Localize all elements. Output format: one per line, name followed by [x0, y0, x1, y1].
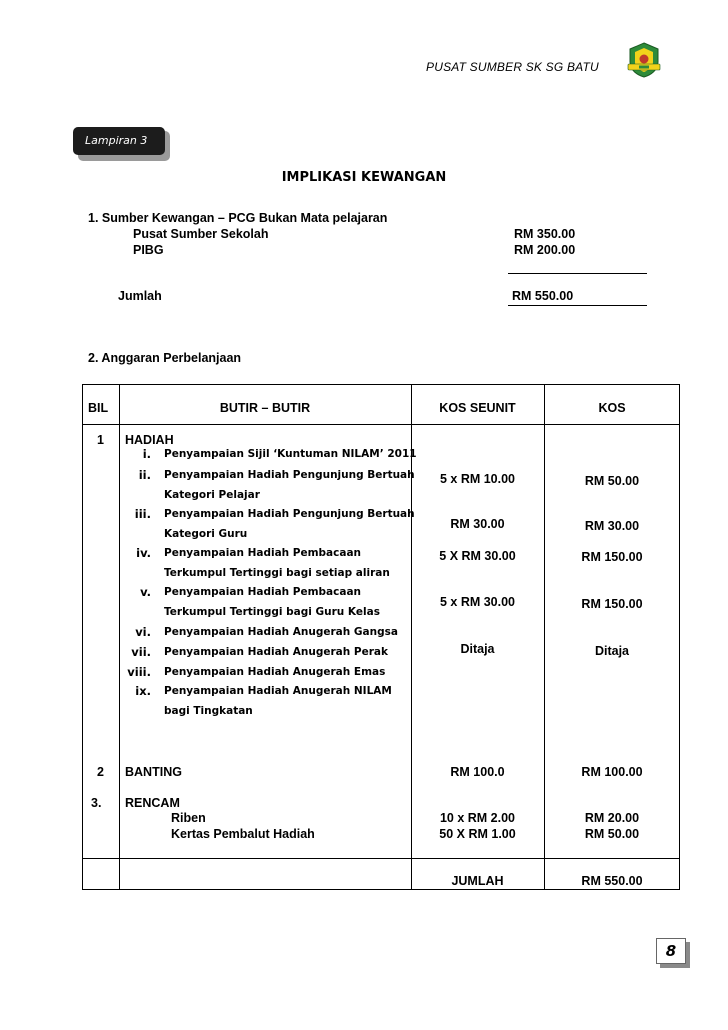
item-line: Penyampaian Hadiah Anugerah Perak	[164, 646, 388, 658]
item-number: iii.	[134, 507, 151, 521]
item-number: i.	[142, 447, 151, 461]
budget-table	[82, 384, 680, 890]
source-amount-pusat-sumber: RM 350.00	[514, 227, 576, 241]
row-title-hadiah: HADIAH	[125, 433, 174, 447]
total-rule	[508, 305, 647, 306]
row-title-rencam: RENCAM	[125, 796, 180, 810]
page-title: IMPLIKASI KEWANGAN	[281, 170, 447, 185]
item-line: Penyampaian Hadiah Anugerah Gangsa	[164, 626, 398, 638]
item-number: viii.	[127, 665, 151, 679]
item-number: vii.	[131, 645, 151, 659]
rencam-item-kos: RM 20.00	[584, 811, 640, 825]
item-line: Terkumpul Tertinggi bagi Guru Kelas	[164, 606, 380, 618]
jumlah-label: Jumlah	[118, 289, 162, 303]
rencam-item-unit: 10 x RM 2.00	[439, 811, 516, 825]
item-number: v.	[140, 585, 151, 599]
item-number: ii.	[138, 468, 151, 482]
item-line: Penyampaian Hadiah Pengunjung Bertuah	[164, 469, 415, 481]
item-line: Penyampaian Hadiah Pembacaan	[164, 586, 362, 598]
cost-total: RM 50.00	[584, 474, 640, 488]
cost-unit: Ditaja	[460, 642, 495, 656]
item-line: Terkumpul Tertinggi bagi setiap aliran	[164, 567, 390, 579]
row-title-banting: BANTING	[125, 765, 182, 779]
item-number: ix.	[135, 684, 151, 698]
table-total-label: JUMLAH	[451, 874, 504, 888]
header-kos: KOS	[598, 401, 626, 415]
total-row-divider	[83, 858, 679, 859]
cost-total: RM 30.00	[584, 519, 640, 533]
item-number: iv.	[136, 546, 151, 560]
item-line: Penyampaian Hadiah Pembacaan	[164, 547, 362, 559]
row-bil-rencam: 3.	[91, 796, 102, 810]
source-label-pusat-sumber: Pusat Sumber Sekolah	[133, 227, 269, 241]
cost-unit-banting: RM 100.0	[450, 765, 505, 779]
item-line: bagi Tingkatan	[164, 705, 253, 717]
cost-unit: 5 x RM 30.00	[439, 595, 516, 609]
cost-unit: 5 X RM 30.00	[439, 549, 516, 563]
cost-total: RM 150.00	[581, 550, 643, 564]
source-amount-pibg: RM 200.00	[514, 243, 576, 257]
cost-unit: 5 x RM 10.00	[439, 472, 516, 486]
item-line: Penyampaian Hadiah Pengunjung Bertuah	[164, 508, 415, 520]
item-number: vi.	[135, 625, 151, 639]
rencam-item-label: Riben	[171, 811, 206, 825]
lampiran-tag: Lampiran 3	[73, 127, 165, 155]
cost-total: Ditaja	[594, 644, 630, 658]
header-kos-seunit: KOS SEUNIT	[439, 401, 516, 415]
item-line: Penyampaian Sijil ‘Kuntuman NILAM’ 2011	[164, 448, 417, 460]
cost-total-banting: RM 100.00	[581, 765, 643, 779]
header-butir: BUTIR – BUTIR	[219, 401, 311, 415]
jumlah-amount: RM 550.00	[512, 289, 574, 303]
rencam-item-kos: RM 50.00	[584, 827, 640, 841]
section2-heading: 2. Anggaran Perbelanjaan	[88, 351, 242, 365]
rencam-item-label: Kertas Pembalut Hadiah	[171, 827, 315, 841]
page-number: 8	[656, 938, 686, 964]
row-bil-banting: 2	[97, 765, 104, 779]
item-line: Kategori Guru	[164, 528, 248, 540]
school-crest-icon	[624, 40, 664, 80]
header-row-divider	[83, 424, 679, 425]
header-school-name: PUSAT SUMBER SK SG BATU	[426, 60, 599, 74]
row-bil-hadiah: 1	[97, 433, 104, 447]
cost-unit: RM 30.00	[450, 517, 505, 531]
item-line: Penyampaian Hadiah Anugerah NILAM	[164, 685, 392, 697]
item-line: Kategori Pelajar	[164, 489, 260, 501]
table-total-amount: RM 550.00	[581, 874, 643, 888]
cost-total: RM 150.00	[581, 597, 643, 611]
subtotal-rule	[508, 273, 647, 274]
header-bil: BIL	[88, 401, 109, 415]
rencam-item-unit: 50 X RM 1.00	[439, 827, 516, 841]
section1-heading: 1. Sumber Kewangan – PCG Bukan Mata pelajaran	[88, 211, 388, 225]
item-line: Penyampaian Hadiah Anugerah Emas	[164, 666, 386, 678]
source-label-pibg: PIBG	[133, 243, 164, 257]
